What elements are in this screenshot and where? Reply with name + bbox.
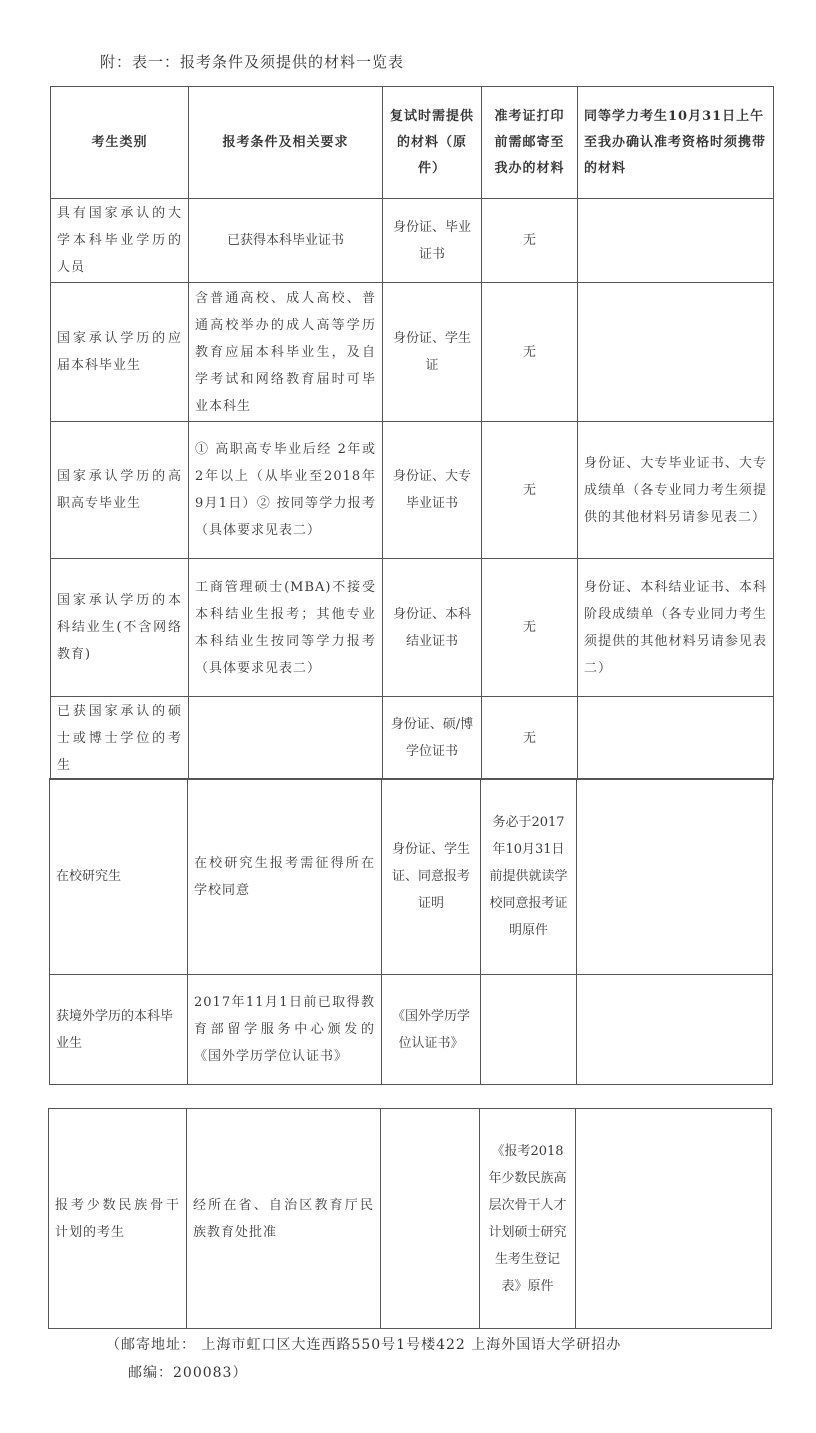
row-conditions: 经所在省、自治区教育厅民族教育处批准 <box>187 1109 381 1329</box>
row-conditions: 已获得本科毕业证书 <box>189 199 383 283</box>
header-equivalent-materials: 同等学力考生10月31日上午至我办确认准考资格时须携带的材料 <box>578 87 774 199</box>
row-mail: 无 <box>482 559 578 697</box>
header-conditions: 报考条件及相关要求 <box>189 87 383 199</box>
table-row <box>50 975 773 1085</box>
table-row <box>51 559 774 697</box>
row-mail: 无 <box>482 283 578 422</box>
row-equivalent <box>578 199 774 283</box>
row-mail <box>481 975 577 1085</box>
row-equivalent <box>577 975 773 1085</box>
row-conditions: 工商管理硕士(MBA)不接受本科结业生报考；其他专业本科结业生按同等学力报考（具体要求见表二） <box>189 559 383 697</box>
row-conditions: 在校研究生报考需征得所在学校同意 <box>188 779 382 975</box>
header-mail-materials: 准考证打印前需邮寄至我办的材料 <box>482 87 578 199</box>
mailing-address <box>106 1331 621 1387</box>
row-retest: 身份证、大专毕业证书 <box>383 422 482 559</box>
row-retest: 身份证、本科结业证书 <box>383 559 482 697</box>
mailing-address-line: （邮寄地址： 上海市虹口区大连西路550号1号楼422 上海外国语大学研招办 <box>106 1337 622 1353</box>
row-equivalent <box>578 697 774 780</box>
requirements-table <box>50 86 774 780</box>
row-mail: 无 <box>482 422 578 559</box>
ethnic-minority-table <box>48 1108 772 1329</box>
row-equivalent: 身份证、本科结业证书、本科阶段成绩单（各专业同力考生须提供的其他材料另请参见表二） <box>578 559 774 697</box>
table-row <box>51 697 774 780</box>
row-equivalent <box>578 283 774 422</box>
row-retest: 身份证、硕/博学位证书 <box>383 697 482 780</box>
row-category: 具有国家承认的大学本科毕业学历的人员 <box>51 199 189 283</box>
row-category: 国家承认学历的本科结业生(不含网络教育) <box>51 559 189 697</box>
row-mail: 无 <box>482 199 578 283</box>
row-category: 获境外学历的本科毕业生 <box>50 975 188 1085</box>
row-equivalent <box>576 1109 772 1329</box>
row-conditions: 含普通高校、成人高校、普通高校举办的成人高等学历教育应届本科毕业生，及自学考试和网络教育届时可毕业本科生 <box>189 283 383 422</box>
header-retest-materials: 复试时需提供的材料（原件） <box>383 87 482 199</box>
row-category: 已获国家承认的硕士或博士学位的考生 <box>51 697 189 780</box>
table-row <box>50 779 773 975</box>
postal-code-line: 邮编：200083） <box>128 1365 248 1381</box>
row-retest: 身份证、学生证、同意报考证明 <box>382 779 481 975</box>
row-category: 国家承认学历的高职高专毕业生 <box>51 422 189 559</box>
table-row <box>51 422 774 559</box>
row-mail: 无 <box>482 697 578 780</box>
row-equivalent: 身份证、大专毕业证书、大专成绩单（各专业同力考生须提供的其他材料另请参见表二） <box>578 422 774 559</box>
row-retest <box>381 1109 480 1329</box>
table-row <box>51 199 774 283</box>
table-header-row <box>51 87 774 199</box>
table-row <box>49 1109 772 1329</box>
row-retest: 《国外学历学位认证书》 <box>382 975 481 1085</box>
row-mail: 《报考2018年少数民族高层次骨干人才计划硕士研究生考生登记表》原件 <box>480 1109 576 1329</box>
row-equivalent <box>577 779 773 975</box>
row-category: 报考少数民族骨干计划的考生 <box>49 1109 187 1329</box>
row-conditions: ① 高职高专毕业后经 2年或2年以上（从毕业至2018年9月1日）② 按同等学力报考（具体要求见表二） <box>189 422 383 559</box>
row-conditions: 2017年11月1日前已取得教育部留学服务中心颁发的《国外学历学位认证书》 <box>188 975 382 1085</box>
row-mail: 务必于2017年10月31日前提供就读学校同意报考证明原件 <box>481 779 577 975</box>
row-retest: 身份证、学生证 <box>383 283 482 422</box>
row-category: 在校研究生 <box>50 779 188 975</box>
requirements-table-continued <box>49 778 773 1085</box>
row-conditions <box>189 697 383 780</box>
header-category: 考生类别 <box>51 87 189 199</box>
row-category: 国家承认学历的应届本科毕业生 <box>51 283 189 422</box>
table-row <box>51 283 774 422</box>
table-caption: 附：表一：报考条件及须提供的材料一览表 <box>100 53 405 71</box>
row-retest: 身份证、毕业证书 <box>383 199 482 283</box>
